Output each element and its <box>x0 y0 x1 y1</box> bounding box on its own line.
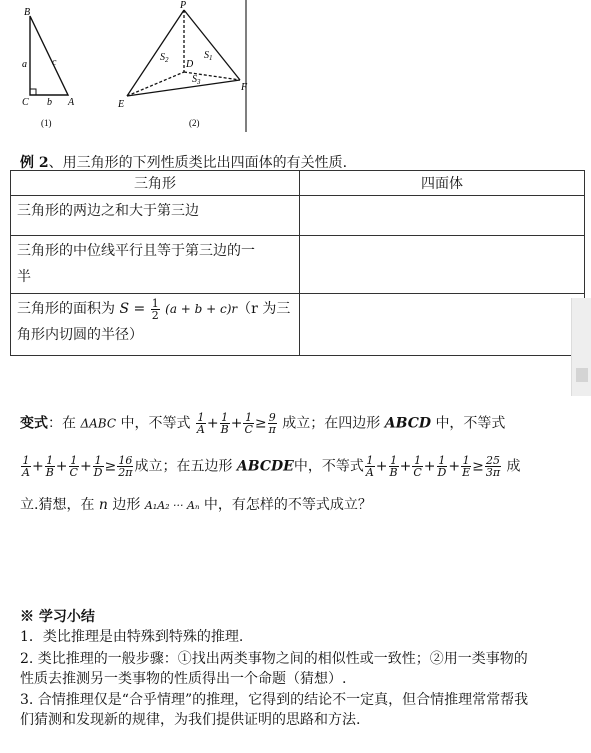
summary-item: 2. 类比推理的一般步骤：①找出两类事物之间的相似性或一致性；②用一类事物的 <box>20 651 528 667</box>
summary-item: 1．类比推理是由特殊到特殊的推理. <box>20 629 244 645</box>
cell-triangle-1: 三角形的两边之和大于第三边 <box>11 196 300 236</box>
caption-1: (1) <box>41 118 52 128</box>
summary-item: 3. 合情推理仅是“合乎情理”的推理，它得到的结论不一定真，但合情推理常常帮我 <box>20 692 529 708</box>
col-header-tetrahedron: 四面体 <box>300 171 585 196</box>
caption-2: (2) <box>189 118 200 128</box>
cell-tetra-1[interactable] <box>300 196 585 236</box>
cell-tetra-2[interactable] <box>300 236 585 294</box>
cell-tetra-3[interactable] <box>300 294 585 356</box>
label-B: B <box>24 7 31 18</box>
label-E: E <box>118 99 125 110</box>
summary-item: 们猜测和发现新的规律，为我们提供证明的思路和方法. <box>20 712 361 728</box>
table-header-row <box>11 171 585 196</box>
label-S2: $S_2$ <box>160 52 169 64</box>
table-row <box>11 294 585 356</box>
label-P: P <box>180 0 187 11</box>
label-C: C <box>22 97 29 108</box>
label-S1: $S_1$ <box>204 50 213 62</box>
example-label: 例 2 <box>20 155 49 171</box>
variant-line-2: $\frac{1}{A}$ + $\frac{1}{B}$ + $\frac{1}{C}$ + $\frac{1}{D}$ ≥ $\frac{16}{2\pi}$ 成立；在五边形 ABCDE中，不等式 $\frac{1}{A}$ + $\frac{1}{B}$ + $\frac{1}{C}$ + $\frac{1}{D}$ + $\frac{1}{E}$ ≥ $\frac{25}{3\pi}$ 成 <box>22 454 521 479</box>
geometry-figures <box>12 0 252 135</box>
label-A: A <box>68 97 75 108</box>
example-text: 、用三角形的下列性质类比出四面体的有关性质. <box>48 155 348 171</box>
analogy-table <box>10 170 585 356</box>
example-heading <box>20 152 347 172</box>
cell-triangle-2: 三角形的中位线平行且等于第三边的一 半 <box>11 236 300 294</box>
label-S3: $S_3$ <box>192 74 201 86</box>
side-scroll-tab[interactable] <box>571 298 591 396</box>
label-D: D <box>186 59 194 70</box>
table-row <box>11 196 585 236</box>
label-c: c <box>52 57 57 68</box>
fraction-half: $\frac{1}{2}$ <box>151 296 159 322</box>
label-F: F <box>241 82 248 93</box>
col-header-triangle: 三角形 <box>11 171 300 196</box>
table-row <box>11 236 585 294</box>
summary-title: ※ 学习小结 <box>20 609 95 625</box>
summary-item: 性质去推测另一类事物的性质得出一个命题（猜想）. <box>20 671 347 687</box>
variant-line-1: 变式：在 ΔABC 中，不等式 $\frac{1}{A}$ + $\frac{1}{B}$ + $\frac{1}{C}$ ≥ $\frac{9}{\pi}$ 成立；在四边形 ABCD 中，不等式 <box>20 411 506 436</box>
label-b: b <box>47 97 52 108</box>
scroll-grip-icon[interactable] <box>576 368 588 382</box>
variant-line-3: 立.猜想，在 n 边形 A₁A₂ ··· Aₙ 中，有怎样的不等式成立？ <box>20 497 372 513</box>
label-a: a <box>22 59 27 70</box>
cell-triangle-3: 三角形的面积为 S = $\frac{1}{2}$ (a + b + c)r（r 为三 角形内切圆的半径） <box>11 294 300 356</box>
